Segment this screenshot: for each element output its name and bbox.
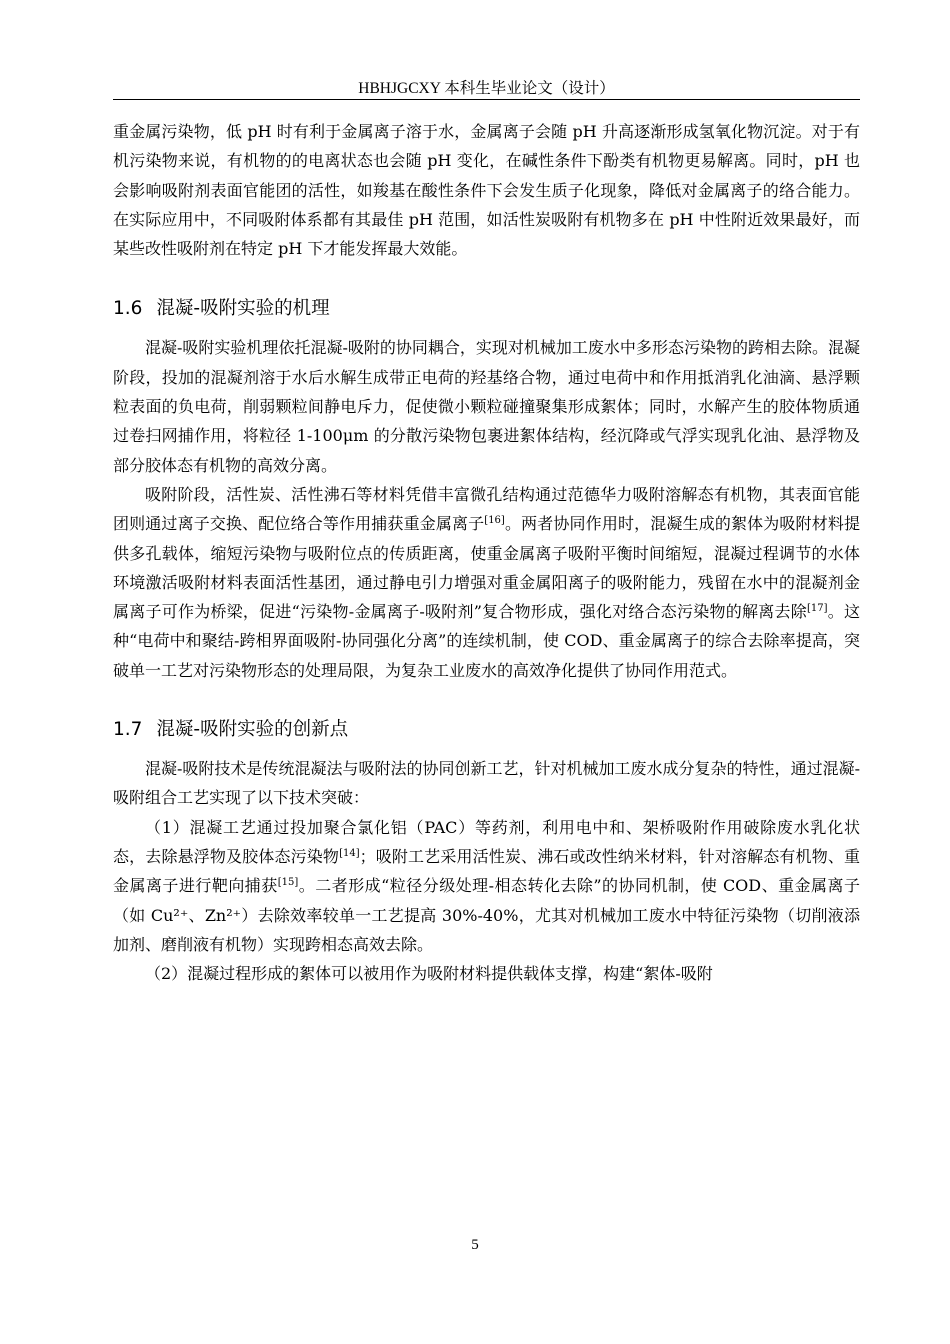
- paragraph-text: 。这种“电荷中和聚结-跨相界面吸附-协同强化分离”的连续机制，使 COD、重金属离子的综合去除率提高，突破单一工艺对污染物形态的处理局限，为复杂工业废水的高效净化提供了协同作用范式。: [113, 602, 860, 680]
- section-number: 1.6: [113, 298, 143, 320]
- section-number: 1.7: [113, 719, 143, 741]
- paragraph-coagulation-mechanism: 混凝-吸附实验机理依托混凝-吸附的协同耦合，实现对机械加工废水中多形态污染物的跨相去除。混凝阶段，投加的混凝剂溶于水后水解生成带正电荷的羟基络合物，通过电荷中和作用抵消乳化油滴、悬浮颗粒表面的负电荷，削弱颗粒间静电斥力，促使微小颗粒碰撞聚集形成絮体；同时，水解产生的胶体物质通过卷扫网捕作用，将粒径 1-100μm 的分散污染物包裹进絮体结构，经沉降或气浮实现乳化油、悬浮物及部分胶体态有机物的高效分离。: [113, 338, 860, 475]
- paragraph-innovation-2: （2）混凝过程形成的絮体可以被用作为吸附材料提供载体支撑，构建“絮体-吸附: [145, 964, 713, 984]
- section-title: 混凝-吸附实验的机理: [156, 298, 330, 320]
- paragraph-text: ；吸附工艺采用活性炭、沸石或改性纳米材料，针对溶解态有机物、重金属离子进行靶向捕获: [113, 846, 860, 896]
- paragraph-text: （1）混凝工艺通过投加聚合氯化铝（PAC）等药剂，利用电中和、架桥吸附作用破除废水乳化状态，去除悬浮物及胶体态污染物: [113, 817, 860, 866]
- citation: [14]: [339, 847, 360, 859]
- page-body: [113, 117, 860, 988]
- paragraph-innovation-intro: 混凝-吸附技术是传统混凝法与吸附法的协同创新工艺，针对机械加工废水成分复杂的特性，通过混凝-吸附组合工艺实现了以下技术突破：: [113, 759, 860, 808]
- paragraph-adsorption-mechanism: [113, 480, 860, 685]
- page-number: 5: [471, 1237, 479, 1253]
- paragraph-innovation-1: [113, 813, 860, 959]
- section-heading-1-6: [113, 294, 860, 323]
- paragraph-text: 吸附阶段，活性炭、活性沸石等材料凭借丰富微孔结构通过范德华力吸附溶解态有机物，其表面官能团则通过离子交换、配位络合等作用捕获重金属离子: [113, 484, 860, 534]
- section-title: 混凝-吸附实验的创新点: [156, 719, 349, 741]
- citation: [17]: [806, 603, 828, 615]
- page-header: HBHJGCXY 本科生毕业论文（设计）: [358, 80, 615, 97]
- section-heading-1-7: [113, 715, 860, 744]
- header-rule: [113, 99, 860, 100]
- paragraph-text: 。两者协同作用时，混凝生成的絮体为吸附材料提供多孔载体，缩短污染物与吸附位点的传质距离，使重金属离子吸附平衡时间缩短，混凝过程调节的水体环境激活吸附材料表面活性基团，通过静电引力增强对重金属阳离子的吸附能力，残留在水中的混凝剂金属离子可作为桥梁，促进“污染物-金属离子-吸附剂”复合物形成，强化对络合态污染物的解离去除: [113, 514, 860, 622]
- citation: [16]: [484, 515, 505, 527]
- paragraph-ph-effects: 重金属污染物，低 pH 时有利于金属离子溶于水，金属离子会随 pH 升高逐渐形成氢氧化物沉淀。对于有机污染物来说，有机物的的电离状态也会随 pH 变化，在碱性条件下酚类有机物更易解离。同时，pH 也会影响吸附剂表面官能团的活性，如羧基在酸性条件下会发生质子化现象，降低对金属离子的络合能力。在实际应用中，不同吸附体系都有其最佳 pH 范围，如活性炭吸附有机物多在 pH 中性附近效果最好，而某些改性吸附剂在特定 pH 下才能发挥最大效能。: [113, 122, 860, 259]
- citation: [15]: [277, 877, 299, 889]
- paragraph-text: 。二者形成“粒径分级处理-相态转化去除”的协同机制，使 COD、重金属离子（如 Cu²⁺、Zn²⁺）去除效率较单一工艺提高 30%-40%，尤其对机械加工废水中特征污染物（切削液添加剂、磨削液有机物）实现跨相态高效去除。: [113, 876, 860, 954]
